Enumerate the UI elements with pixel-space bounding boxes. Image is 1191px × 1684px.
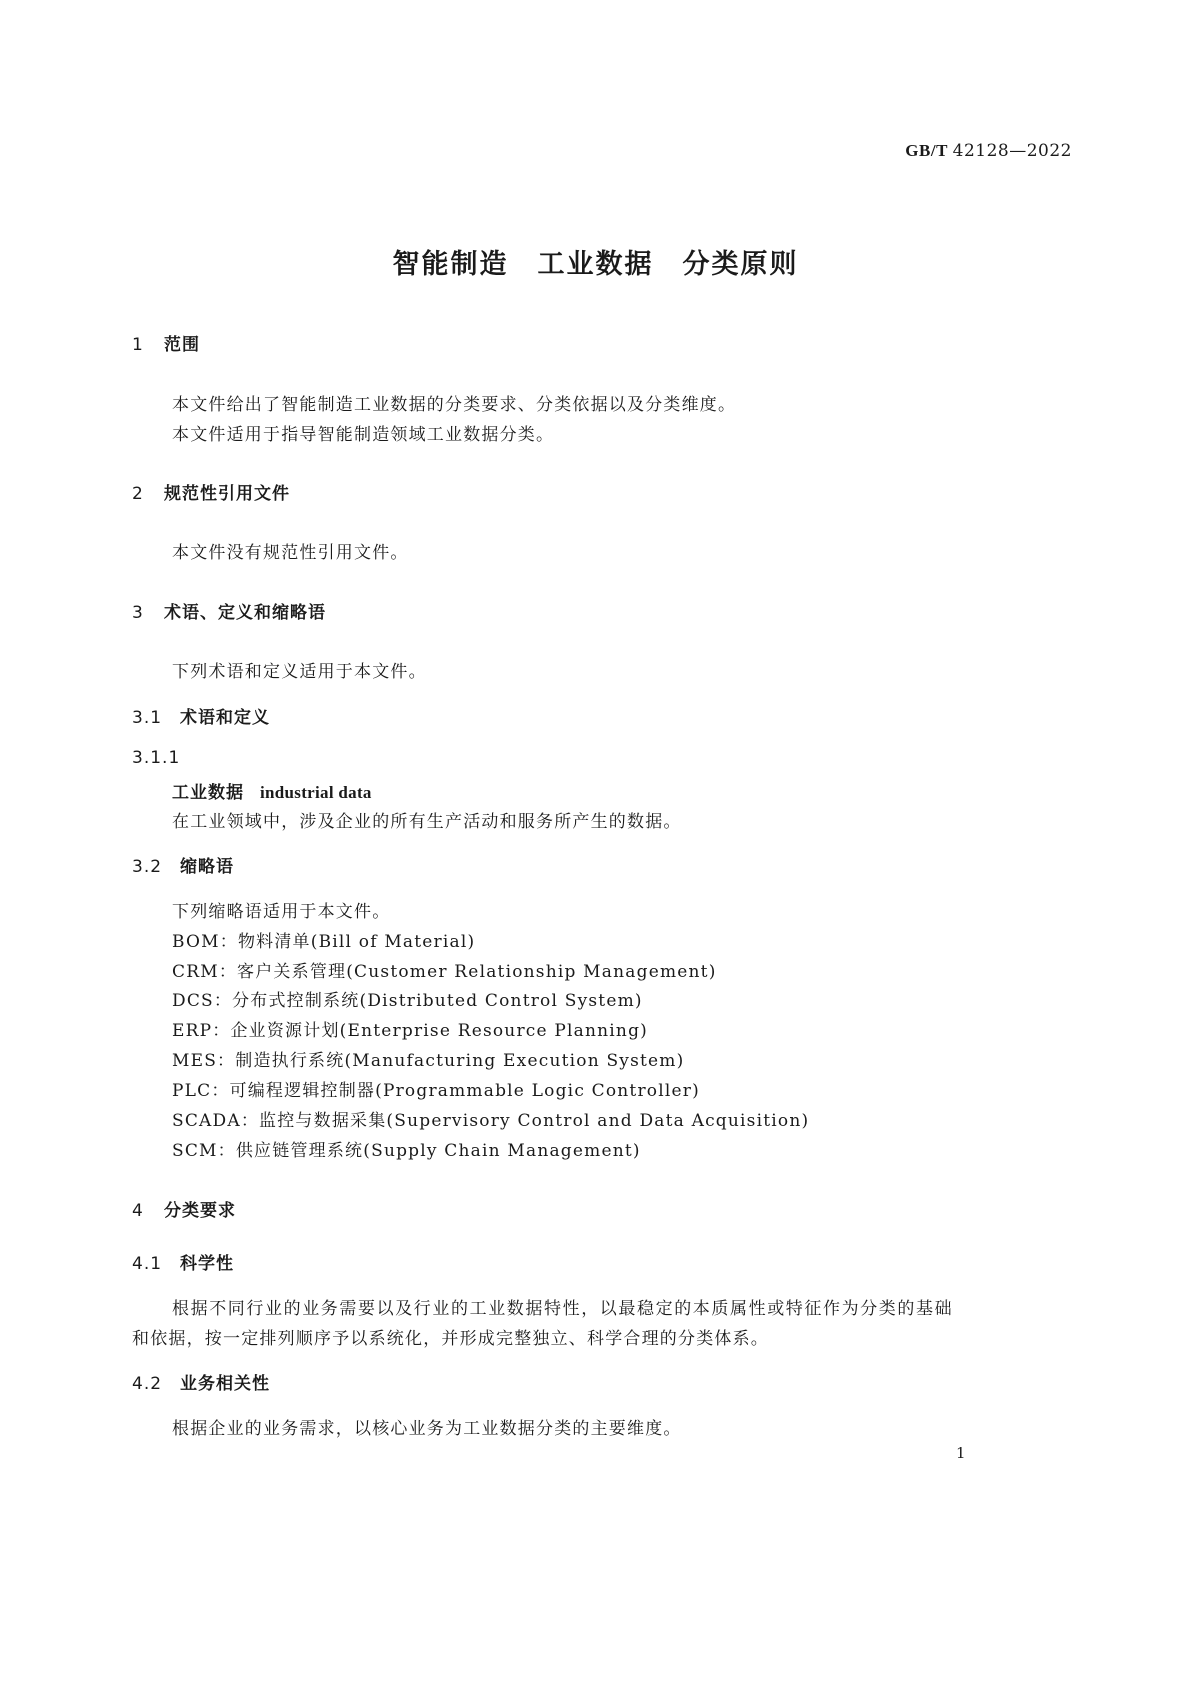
section-number: 2 [132,484,144,504]
abbreviation-item: DCS：分布式控制系统(Distributed Control System) [172,991,643,1011]
section-number: 4 [132,1201,144,1221]
section-4-1-heading [132,1249,234,1274]
section-3-heading [132,598,326,623]
section-3-1-heading [132,703,270,728]
section-number: 3.2 [132,857,163,877]
abbreviation-item: MES：制造执行系统(Manufacturing Execution System) [172,1051,685,1071]
paragraph: 根据不同行业的业务需要以及行业的工业数据特性，以最稳定的本质属性或特征作为分类的基础 [172,1299,954,1319]
section-title: 缩略语 [180,857,234,877]
section-title: 科学性 [180,1254,234,1274]
section-3-2-heading [132,852,234,877]
standard-number [905,141,1072,161]
section-title: 术语和定义 [180,708,270,728]
paragraph: 和依据，按一定排列顺序予以系统化，并形成完整独立、科学合理的分类体系。 [132,1329,769,1349]
section-number: 1 [132,335,144,355]
standard-prefix: GB/T [905,141,948,160]
abbreviation-item: SCM：供应链管理系统(Supply Chain Management) [172,1141,641,1161]
abbreviation-item: PLC：可编程逻辑控制器(Programmable Logic Controller) [172,1081,700,1101]
section-number: 3.1 [132,708,163,728]
section-title: 术语、定义和缩略语 [164,603,326,623]
paragraph: 本文件没有规范性引用文件。 [172,543,409,563]
section-2-heading [132,479,290,504]
paragraph: 根据企业的业务需求，以核心业务为工业数据分类的主要维度。 [172,1419,682,1439]
paragraph: 本文件适用于指导智能制造领域工业数据分类。 [172,425,555,445]
section-title: 分类要求 [164,1201,236,1221]
section-3-1-1-number: 3.1.1 [132,748,181,768]
abbreviation-intro: 下列缩略语适用于本文件。 [172,902,391,922]
section-title: 业务相关性 [180,1374,270,1394]
paragraph: 下列术语和定义适用于本文件。 [172,662,427,682]
page-number: 1 [956,1444,966,1462]
term-chinese: 工业数据 [172,783,244,803]
term-english: industrial data [260,783,372,802]
section-title: 规范性引用文件 [164,484,290,504]
abbreviation-item: SCADA：监控与数据采集(Supervisory Control and Data Acquisition) [172,1111,810,1131]
section-title: 范围 [164,335,200,355]
abbreviation-item: ERP：企业资源计划(Enterprise Resource Planning) [172,1021,648,1041]
standard-code: 42128—2022 [952,141,1072,161]
term-definition: 在工业领域中，涉及企业的所有生产活动和服务所产生的数据。 [172,812,682,832]
section-4-heading [132,1196,236,1221]
term-entry [172,778,372,803]
abbreviation-item: BOM：物料清单(Bill of Material) [172,932,476,952]
section-1-heading [132,330,200,355]
section-4-2-heading [132,1369,270,1394]
section-number: 4.1 [132,1254,163,1274]
section-number: 3 [132,603,144,623]
paragraph: 本文件给出了智能制造工业数据的分类要求、分类依据以及分类维度。 [172,395,737,415]
page-title: 智能制造 工业数据 分类原则 [392,249,799,280]
section-number: 4.2 [132,1374,163,1394]
abbreviation-item: CRM：客户关系管理(Customer Relationship Management) [172,962,717,982]
